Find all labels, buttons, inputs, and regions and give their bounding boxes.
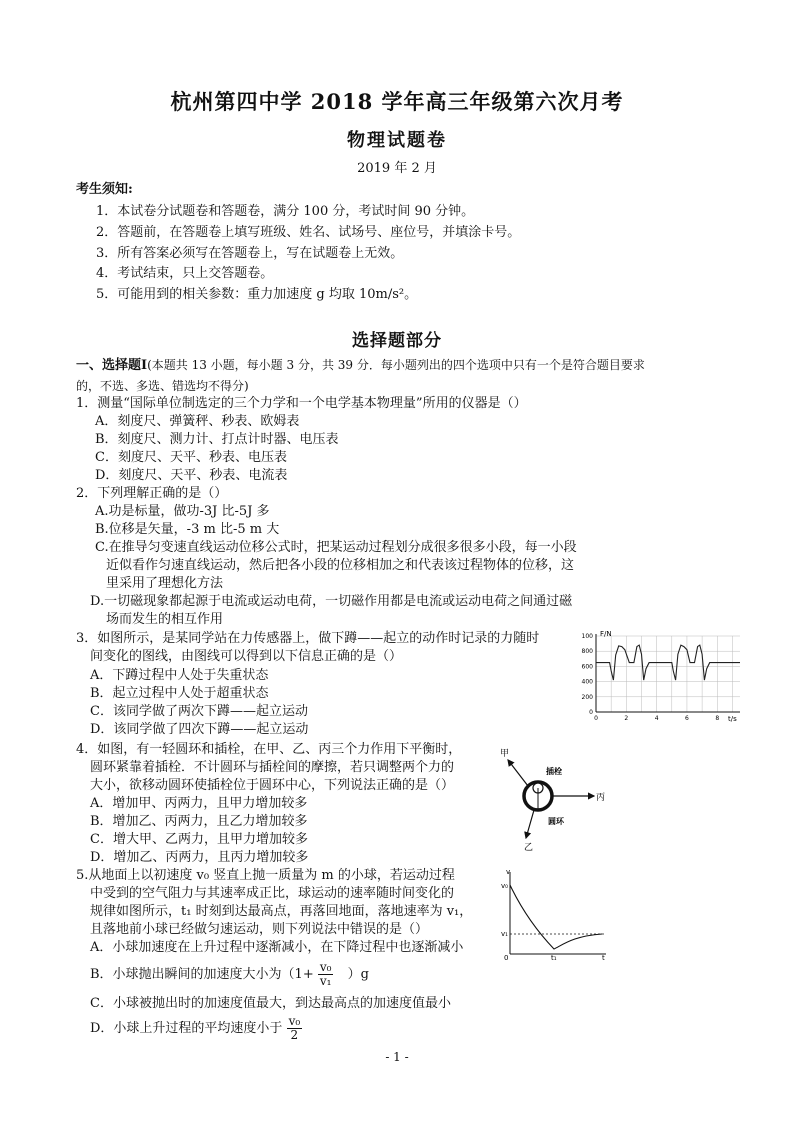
q3-option-b: B．起立过程中人处于超重状态 [90, 686, 269, 701]
q2-option-d-cont: 场而发生的相互作用 [106, 612, 224, 627]
x-tick-label: 6 [685, 715, 689, 722]
q5-option-d-text: D．小球上升过程的平均速度小于 [90, 1021, 283, 1036]
exam-date: 2019 年 2 月 [357, 161, 437, 176]
q4-option-b: B．增加乙、丙两力，且乙力增加较多 [90, 814, 308, 829]
notice-item: 5．可能用到的相关参数：重力加速度 g 均取 10m/s²。 [96, 287, 418, 302]
q1-stem: 1．测量“国际单位制选定的三个力学和一个电学基本物理量”所用的仪器是（） [76, 396, 527, 411]
q5-option-a: A．小球加速度在上升过程中逐渐减小，在下降过程中也逐渐减小 [90, 940, 464, 955]
q3-option-c: C．该同学做了两次下蹲——起立运动 [90, 704, 308, 719]
x-tick-label: 4 [654, 715, 659, 722]
chart-grid [596, 636, 740, 712]
q2-stem: 2．下列理解正确的是（） [76, 486, 228, 501]
q5-option-b-text: B．小球抛出瞬间的加速度大小为（1+ [90, 967, 314, 982]
q4-stem-cont: 圆环紧靠着插栓．不计圆环与插栓间的摩擦，若只调整两个力的 [90, 760, 455, 775]
q5-stem-cont: 且落地前小球已经做匀速运动，则下列说法中错误的是（） [90, 922, 429, 937]
ring-label: 圆环 [548, 817, 564, 826]
x-tick-label: 8 [715, 715, 720, 722]
q2-option-b: B.位移是矢量，-3 m 比-5 m 大 [95, 522, 280, 537]
q4-option-a: A．增加甲、丙两力，且甲力增加较多 [90, 796, 308, 811]
q4-option-c: C．增大甲、乙两力，且甲力增加较多 [90, 832, 308, 847]
notice-item: 1．本试卷分试题卷和答题卷，满分 100 分，考试时间 90 分钟。 [96, 204, 475, 219]
q4-ring-figure [498, 740, 618, 852]
q5-velocity-figure [500, 866, 610, 960]
q1-option-d: D．刻度尺、天平、秒表、电流表 [95, 468, 288, 483]
q5-option-b-tail: ）g [347, 967, 369, 982]
x-tick-label: 0 [594, 715, 598, 722]
part1-desc-cont: 的，不选、多选、错选均不得分) [76, 379, 249, 393]
force-jia-arrow [508, 760, 528, 786]
q5-option-c: C．小球被抛出时的加速度值最大，到达最高点的加速度值最小 [90, 996, 451, 1011]
q5-option-d-fraction [287, 1015, 303, 1042]
part1-desc: (本题共 13 小题，每小题 3 分，共 39 分．每小题列出的四个选项中只有一个是符合题目要求 [147, 358, 645, 372]
q1-option-c: C．刻度尺、天平、秒表、电压表 [95, 450, 287, 465]
y-tick-label: 100 [581, 633, 593, 640]
section-title: 选择题部分 [352, 331, 442, 351]
notice-heading: 考生须知: [76, 182, 133, 197]
notice-item: 2．答题前，在答题卷上填写班级、姓名、试场号、座位号，并填涂卡号。 [96, 225, 521, 240]
q3-option-d: D．该同学做了四次下蹲——起立运动 [90, 722, 309, 737]
notice-item: 4．考试结束，只上交答题卷。 [96, 266, 274, 281]
q2-option-d: D.一切磁现象都起源于电流或运动电荷，一切磁作用都是电流或运动电荷之间通过磁 [90, 594, 573, 609]
q1-option-a: A．刻度尺、弹簧秤、秒表、欧姆表 [95, 414, 300, 429]
q5-stem: 5.从地面上以初速度 v₀ 竖直上抛一质量为 m 的小球，若运动过程 [76, 868, 455, 883]
notice-item: 3．所有答案必须写在答题卷上，写在试题卷上无效。 [96, 246, 404, 261]
v0-label: v₀ [501, 882, 508, 890]
fraction-numerator: v₀ [288, 1014, 301, 1028]
q5-option-d [90, 1015, 302, 1042]
part1-label: 一、选择题Ⅰ [76, 358, 148, 373]
fraction-numerator: v₀ [319, 960, 332, 974]
y-tick-label: 200 [581, 693, 593, 701]
exam-subtitle: 物理试题卷 [347, 130, 447, 151]
exam-title: 杭州第四中学 2018 学年高三年级第六次月考 [170, 89, 624, 114]
y-tick-label: 400 [581, 678, 593, 686]
pin-label: 插栓 [546, 767, 562, 776]
v1-label: v₁ [501, 930, 508, 938]
q3-option-a: A．下蹲过程中人处于失重状态 [90, 668, 269, 683]
q4-option-d: D．增加乙、丙两力，且丙力增加较多 [90, 850, 309, 865]
q1-option-b: B．刻度尺、测力计、打点计时器、电压表 [95, 432, 339, 447]
t1-label: t₁ [551, 954, 557, 960]
q3-stem-cont: 间变化的图线，由图线可以得到以下信息正确的是（） [90, 649, 403, 664]
y-axis-label: F/N [600, 630, 612, 638]
q5-option-b [90, 961, 369, 988]
origin-label: 0 [504, 954, 509, 960]
q5-option-b-fraction [318, 961, 334, 988]
y-tick-label: 800 [581, 648, 593, 656]
part1-instructions [76, 356, 645, 375]
q5-stem-cont: 中受到的空气阻力与其速率成正比，球运动的速率随时间变化的 [90, 886, 455, 901]
q2-option-c-cont: 近似看作匀速直线运动，然后把各小段的位移相加之和代表该过程物体的位移，这 [106, 558, 575, 573]
fraction-denominator: v₁ [319, 974, 332, 988]
force-series-line [596, 645, 740, 680]
force-bing-label: 丙 [596, 793, 606, 803]
q4-stem-cont: 大小，欲移动圆环使插栓位于圆环中心，下列说法正确的是（） [90, 778, 455, 793]
x-tick-label: 2 [624, 715, 629, 722]
t-axis-label: t [602, 954, 605, 960]
q2-option-c: C.在推导匀变速直线运动位移公式时，把某运动过程划分成很多很多小段，每一小段 [95, 540, 577, 555]
q3-force-chart [578, 628, 748, 724]
v-axis-label: v [506, 868, 511, 876]
force-yi-label: 乙 [524, 843, 534, 852]
q2-option-a: A.功是标量，做功-3J 比-5J 多 [95, 504, 270, 519]
q5-stem-cont: 规律如图所示，t₁ 时刻到达最高点，再落回地面，落地速率为 v₁， [90, 904, 473, 919]
page-number: - 1 - [385, 1050, 409, 1064]
q3-stem: 3．如图所示，是某同学站在力传感器上，做下蹲——起立的动作时记录的力随时 [76, 631, 540, 646]
y-tick-label: 600 [581, 663, 593, 671]
force-jia-label: 甲 [500, 749, 510, 759]
q2-option-c-cont: 里采用了理想化方法 [106, 576, 224, 591]
fraction-denominator: 2 [290, 1028, 299, 1042]
q4-stem: 4．如图，有一轻圆环和插栓，在甲、乙、丙三个力作用下平衡时， [76, 742, 462, 757]
x-axis-label: t/s [728, 715, 737, 723]
force-yi-arrow [526, 810, 534, 838]
speed-curve [510, 885, 602, 949]
y-tick-label: 0 [589, 709, 593, 716]
